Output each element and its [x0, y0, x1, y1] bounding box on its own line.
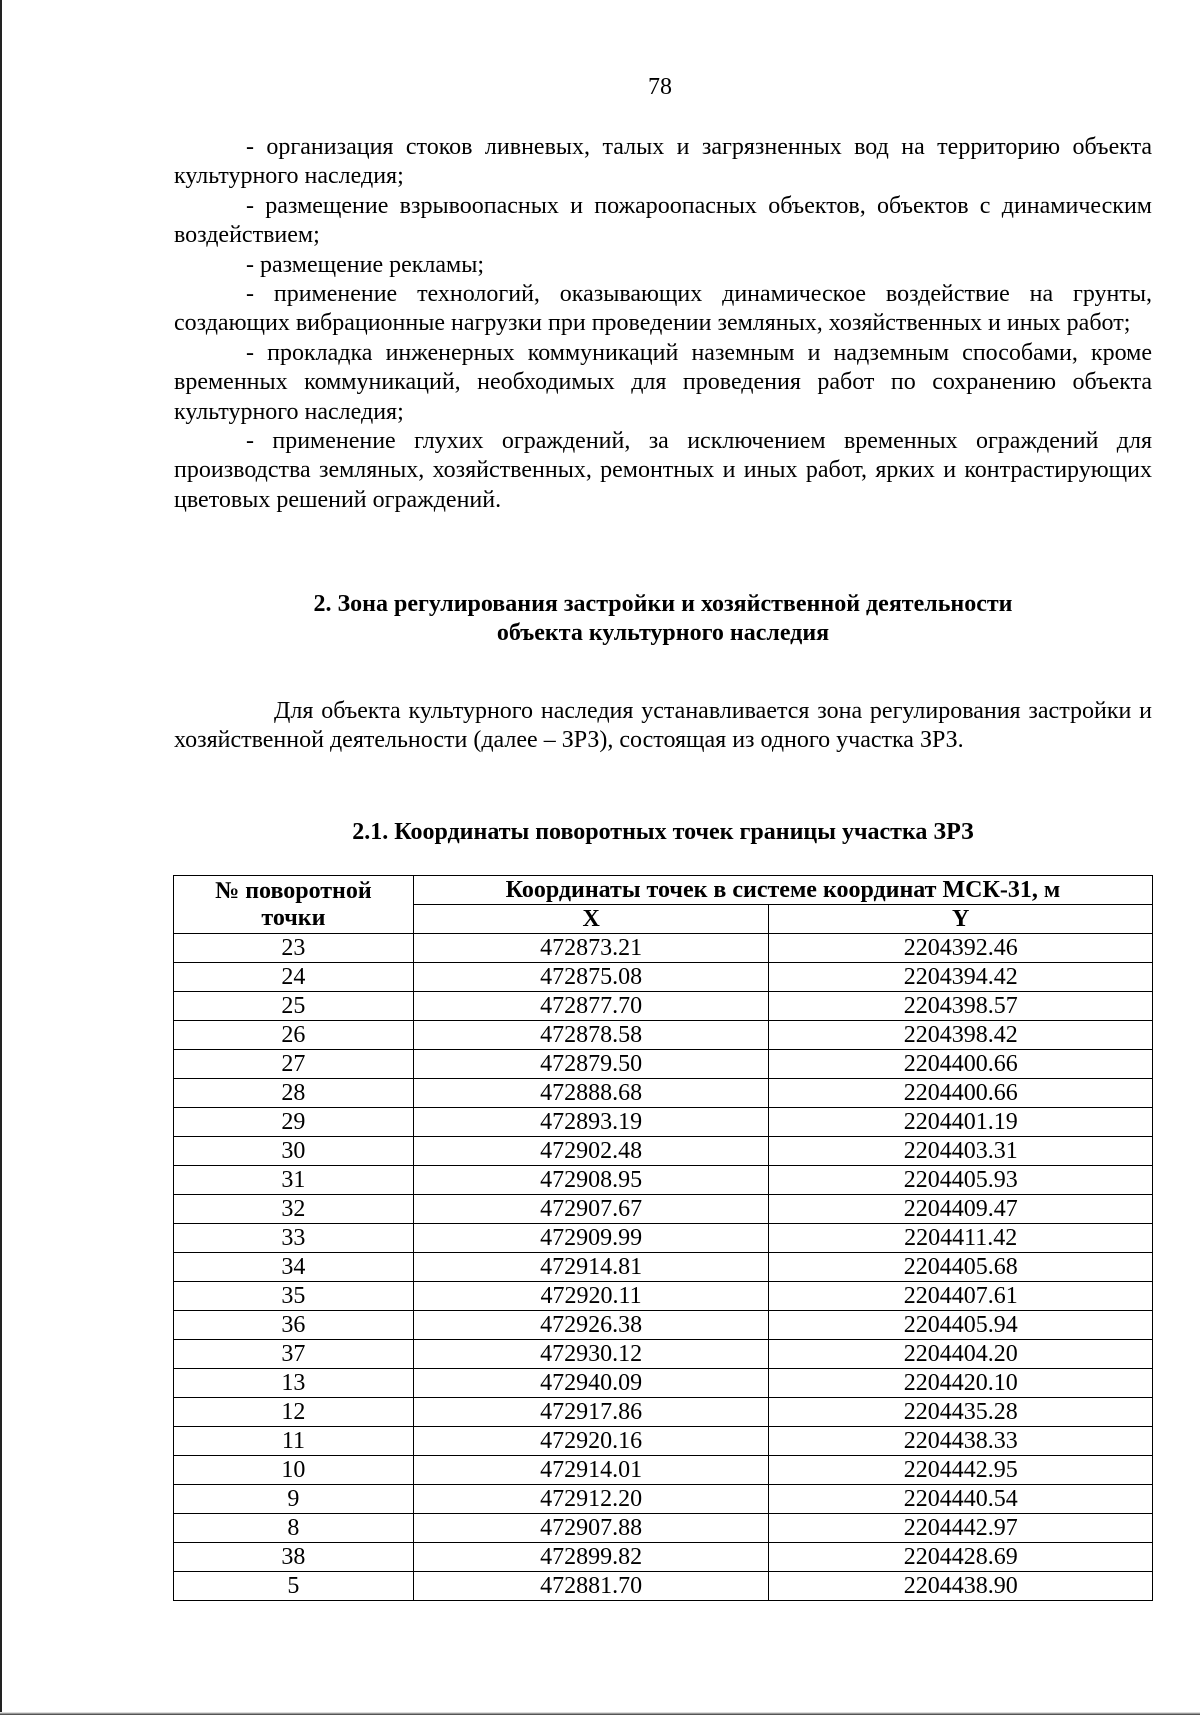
- page-number: 78: [648, 74, 672, 100]
- coordinates-table: [173, 875, 1153, 1601]
- x-coordinate-cell: 472893.19: [413, 1108, 769, 1137]
- point-number-cell: 31: [174, 1166, 414, 1195]
- list-item: - размещение взрывоопасных и пожароопасных объектов, объектов с динамическим воздействием;: [174, 192, 1152, 249]
- y-coordinate-cell: 2204401.19: [769, 1108, 1153, 1137]
- point-number-cell: 11: [174, 1427, 414, 1456]
- x-coordinate-cell: 472881.70: [413, 1572, 769, 1601]
- x-coordinate-cell: 472914.01: [413, 1456, 769, 1485]
- y-coordinate-cell: 2204438.90: [769, 1572, 1153, 1601]
- list-item: - применение технологий, оказывающих динамическое воздействие на грунты, создающих вибрационные нагрузки при проведении земляных, хозяйственных и иных работ;: [174, 281, 1152, 337]
- y-coordinate-cell: 2204398.42: [769, 1021, 1153, 1050]
- y-coordinate-cell: 2204403.31: [769, 1137, 1153, 1166]
- point-number-cell: 10: [174, 1456, 414, 1485]
- point-number-cell: 32: [174, 1195, 414, 1224]
- x-coordinate-cell: 472902.48: [413, 1137, 769, 1166]
- point-number-cell: 28: [174, 1079, 414, 1108]
- section-2-heading-line1: 2. Зона регулирования застройки и хозяйственной деятельности: [313, 591, 1013, 617]
- table-row: [174, 1079, 1153, 1108]
- point-number-cell: 26: [174, 1021, 414, 1050]
- table-header: [174, 876, 1153, 934]
- x-coordinate-cell: 472940.09: [413, 1369, 769, 1398]
- x-coordinate-cell: 472926.38: [413, 1311, 769, 1340]
- x-coordinate-cell: 472917.86: [413, 1398, 769, 1427]
- y-coordinate-cell: 2204440.54: [769, 1485, 1153, 1514]
- header-y: Y: [769, 905, 1153, 934]
- point-number-cell: 29: [174, 1108, 414, 1137]
- point-number-cell: 13: [174, 1369, 414, 1398]
- point-number-cell: 24: [174, 963, 414, 992]
- scan-left-edge: [0, 0, 2, 1715]
- x-coordinate-cell: 472920.11: [413, 1282, 769, 1311]
- x-coordinate-cell: 472899.82: [413, 1543, 769, 1572]
- table-row: [174, 1253, 1153, 1282]
- y-coordinate-cell: 2204411.42: [769, 1224, 1153, 1253]
- table-row: [174, 1369, 1153, 1398]
- table-row: [174, 1340, 1153, 1369]
- section-2-1-heading: 2.1. Координаты поворотных точек границы участка ЗРЗ: [352, 819, 974, 845]
- point-number-cell: 35: [174, 1282, 414, 1311]
- table-row: [174, 992, 1153, 1021]
- y-coordinate-cell: 2204400.66: [769, 1079, 1153, 1108]
- point-number-cell: 30: [174, 1137, 414, 1166]
- table-row: [174, 1282, 1153, 1311]
- y-coordinate-cell: 2204435.28: [769, 1398, 1153, 1427]
- point-number-cell: 38: [174, 1543, 414, 1572]
- table-row: [174, 1224, 1153, 1253]
- header-coordinates: Координаты точек в системе координат МСК-31, м: [413, 876, 1152, 905]
- table-row: [174, 1195, 1153, 1224]
- y-coordinate-cell: 2204407.61: [769, 1282, 1153, 1311]
- section-2-heading-line2: объекта культурного наследия: [496, 620, 830, 646]
- point-number-cell: 12: [174, 1398, 414, 1427]
- header-x: X: [413, 905, 769, 934]
- x-coordinate-cell: 472920.16: [413, 1427, 769, 1456]
- y-coordinate-cell: 2204392.46: [769, 934, 1153, 963]
- y-coordinate-cell: 2204405.68: [769, 1253, 1153, 1282]
- x-coordinate-cell: 472878.58: [413, 1021, 769, 1050]
- x-coordinate-cell: 472877.70: [413, 992, 769, 1021]
- y-coordinate-cell: 2204400.66: [769, 1050, 1153, 1079]
- y-coordinate-cell: 2204438.33: [769, 1427, 1153, 1456]
- x-coordinate-cell: 472888.68: [413, 1079, 769, 1108]
- y-coordinate-cell: 2204428.69: [769, 1543, 1153, 1572]
- point-number-cell: 34: [174, 1253, 414, 1282]
- table-row: [174, 1543, 1153, 1572]
- list-item: - организация стоков ливневых, талых и загрязненных вод на территорию объекта культурного наследия;: [174, 134, 1152, 190]
- table-row: [174, 1398, 1153, 1427]
- point-number-cell: 23: [174, 934, 414, 963]
- y-coordinate-cell: 2204405.93: [769, 1166, 1153, 1195]
- table-row: [174, 1021, 1153, 1050]
- list-item: - размещение рекламы;: [246, 251, 485, 278]
- x-coordinate-cell: 472912.20: [413, 1485, 769, 1514]
- x-coordinate-cell: 472907.67: [413, 1195, 769, 1224]
- y-coordinate-cell: 2204420.10: [769, 1369, 1153, 1398]
- x-coordinate-cell: 472875.08: [413, 963, 769, 992]
- table-row: [174, 1108, 1153, 1137]
- section-2-heading: [174, 590, 1152, 648]
- restrictions-list: [174, 133, 1152, 515]
- y-coordinate-cell: 2204404.20: [769, 1340, 1153, 1369]
- section-2-body: [174, 697, 1152, 756]
- table-row: [174, 1485, 1153, 1514]
- x-coordinate-cell: 472879.50: [413, 1050, 769, 1079]
- table-row: [174, 1166, 1153, 1195]
- y-coordinate-cell: 2204398.57: [769, 992, 1153, 1021]
- x-coordinate-cell: 472930.12: [413, 1340, 769, 1369]
- table-row: [174, 1311, 1153, 1340]
- y-coordinate-cell: 2204442.97: [769, 1514, 1153, 1543]
- header-point-line1: № поворотной: [215, 877, 372, 904]
- list-item: - применение глухих ограждений, за исключением временных ограждений для производства земляных, хозяйственных, ремонтных и иных работ, ярких и контрастирующих цветовых решений ограждений.: [174, 428, 1152, 513]
- table-row: [174, 1427, 1153, 1456]
- header-point-line2: точки: [261, 904, 326, 931]
- y-coordinate-cell: 2204442.95: [769, 1456, 1153, 1485]
- table-row: [174, 934, 1153, 963]
- table-row: [174, 1514, 1153, 1543]
- table-row: [174, 1050, 1153, 1079]
- point-number-cell: 36: [174, 1311, 414, 1340]
- x-coordinate-cell: 472907.88: [413, 1514, 769, 1543]
- point-number-cell: 25: [174, 992, 414, 1021]
- x-coordinate-cell: 472909.99: [413, 1224, 769, 1253]
- point-number-cell: 37: [174, 1340, 414, 1369]
- point-number-cell: 8: [174, 1514, 414, 1543]
- x-coordinate-cell: 472873.21: [413, 934, 769, 963]
- header-point-number: [174, 876, 414, 934]
- table-row: [174, 963, 1153, 992]
- y-coordinate-cell: 2204394.42: [769, 963, 1153, 992]
- section-2-paragraph: Для объекта культурного наследия устанавливается зона регулирования застройки и хозяйственной деятельности (далее – ЗРЗ), состоящая из одного участка ЗРЗ.: [174, 698, 1152, 754]
- table-body: [174, 934, 1153, 1601]
- x-coordinate-cell: 472908.95: [413, 1166, 769, 1195]
- list-item: - прокладка инженерных коммуникаций наземным и надземным способами, кроме временных коммуникаций, необходимых для проведения работ по сохранению объекта культурного наследия;: [174, 339, 1152, 425]
- y-coordinate-cell: 2204405.94: [769, 1311, 1153, 1340]
- table-row: [174, 1572, 1153, 1601]
- point-number-cell: 5: [174, 1572, 414, 1601]
- table-row: [174, 1137, 1153, 1166]
- point-number-cell: 27: [174, 1050, 414, 1079]
- y-coordinate-cell: 2204409.47: [769, 1195, 1153, 1224]
- point-number-cell: 9: [174, 1485, 414, 1514]
- table-row: [174, 1456, 1153, 1485]
- x-coordinate-cell: 472914.81: [413, 1253, 769, 1282]
- point-number-cell: 33: [174, 1224, 414, 1253]
